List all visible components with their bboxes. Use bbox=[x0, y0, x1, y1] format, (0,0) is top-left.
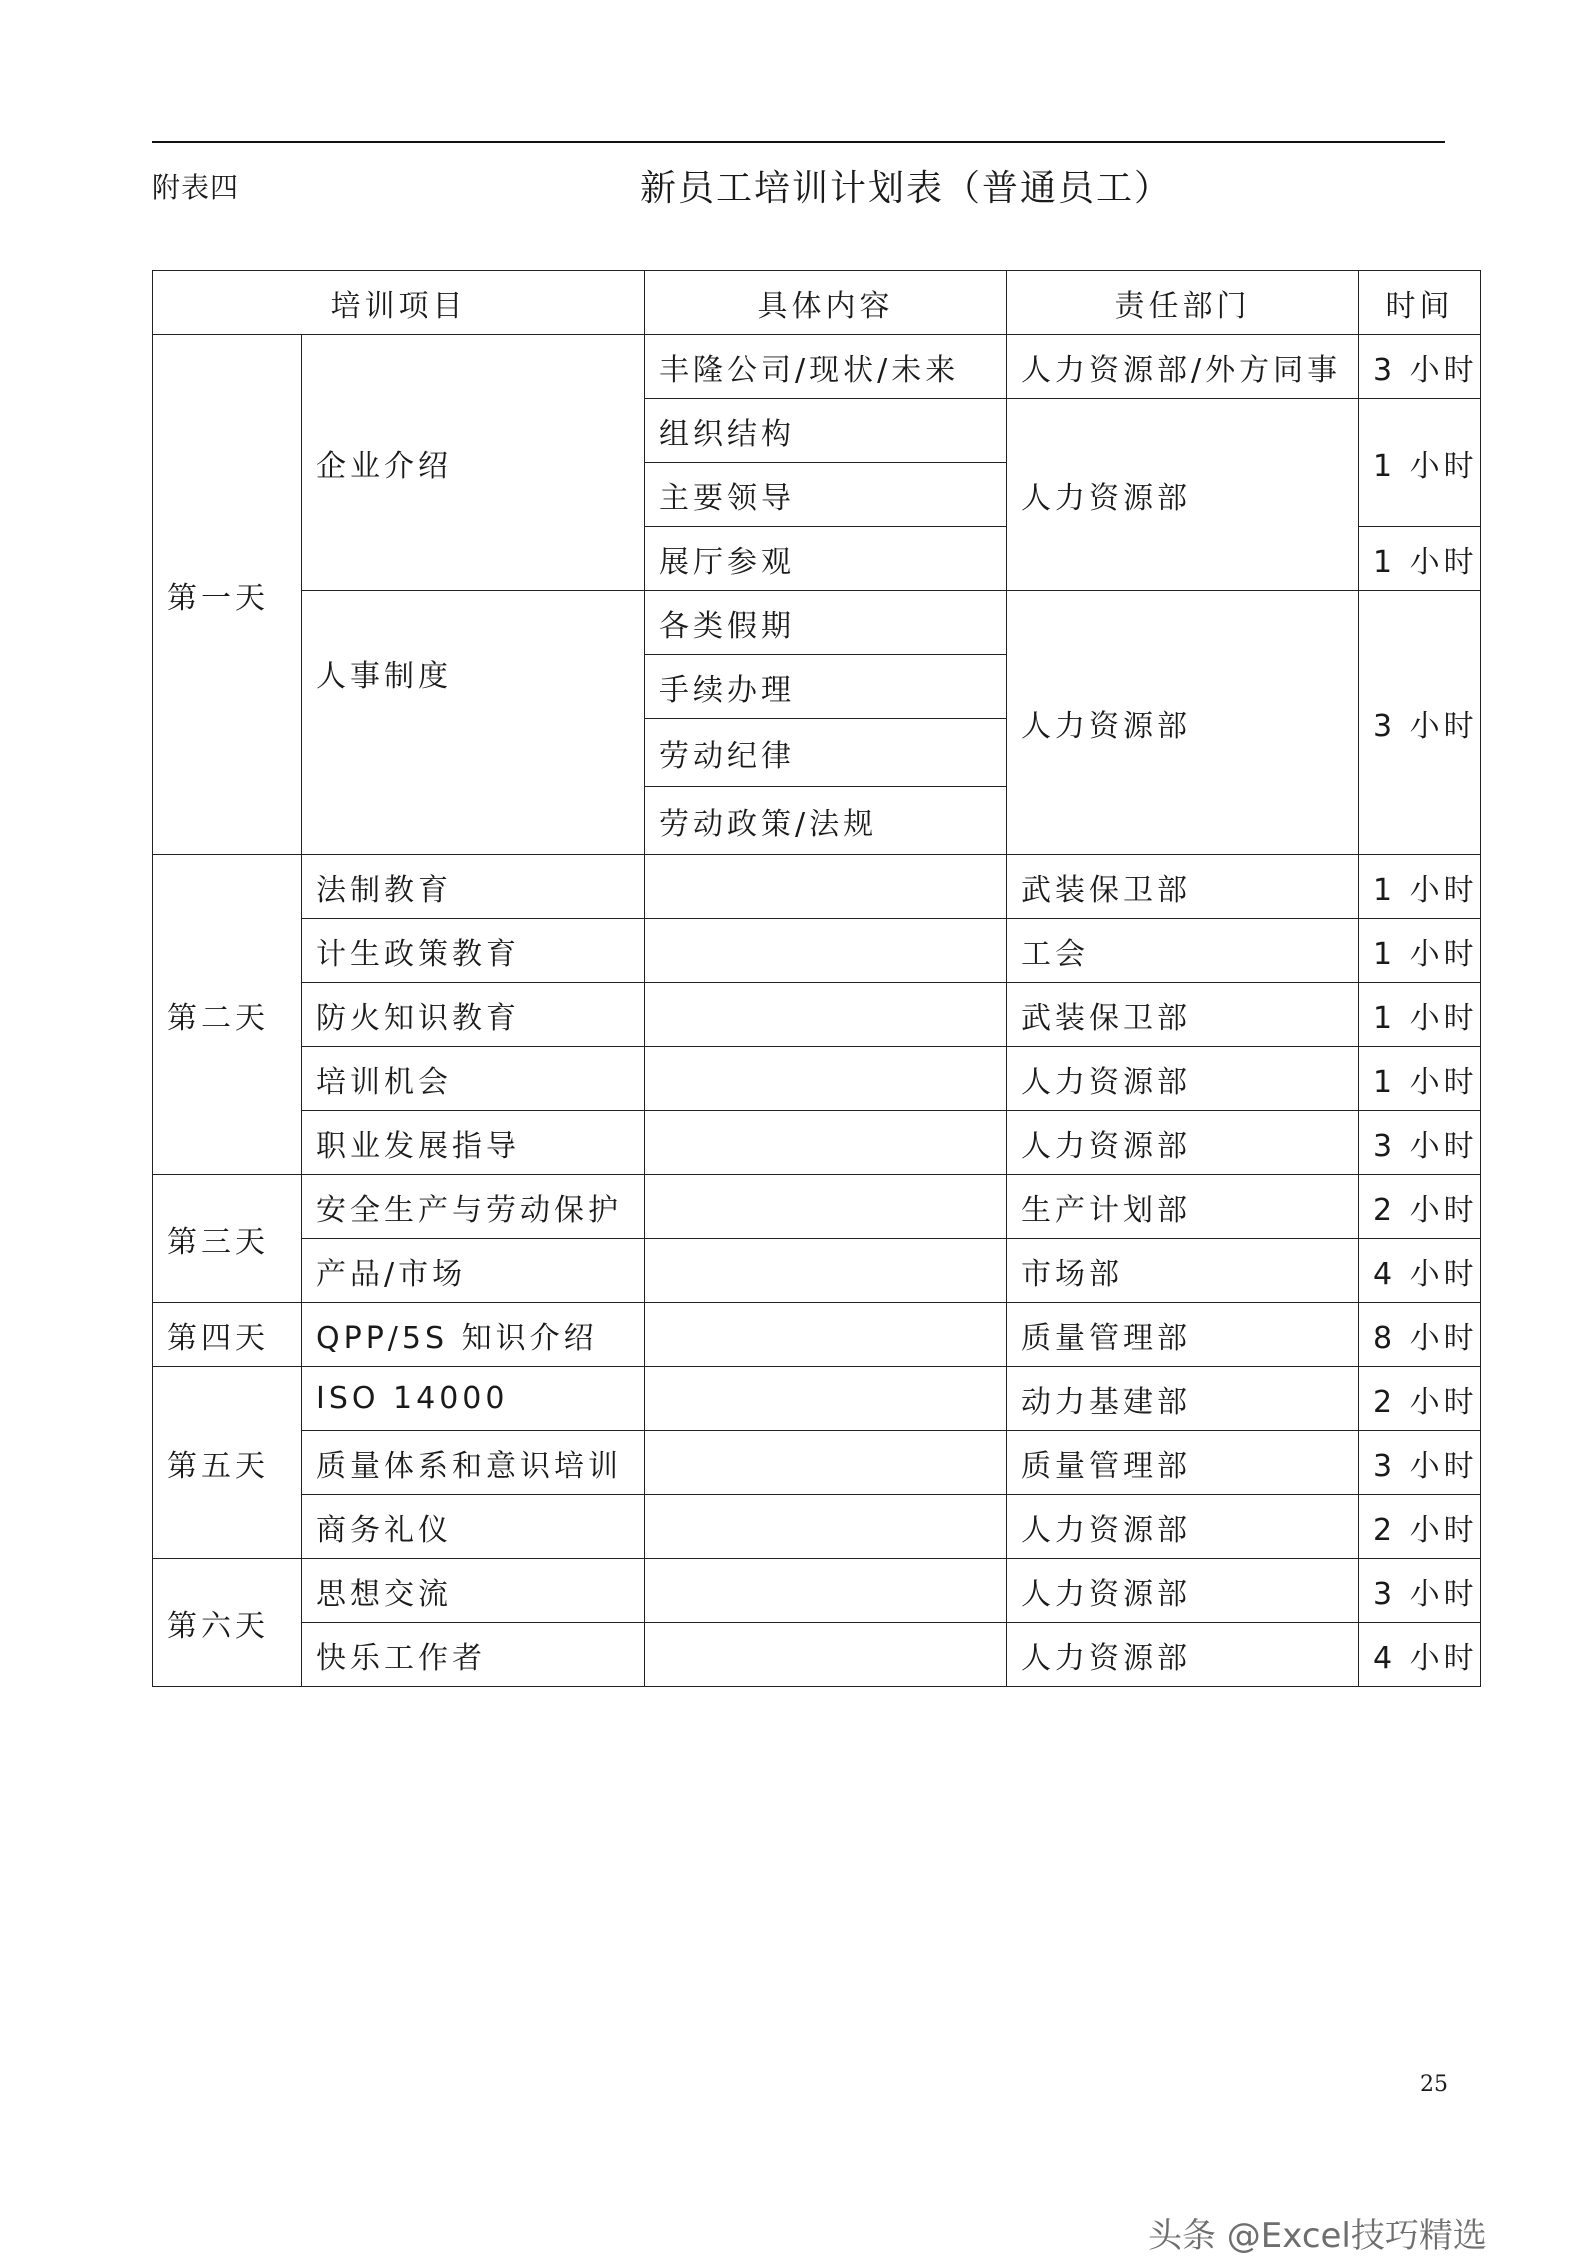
header-dept: 责任部门 bbox=[1007, 271, 1359, 335]
dept-cell: 人力资源部 bbox=[1007, 1111, 1359, 1175]
item-cell: 法制教育 bbox=[302, 855, 645, 919]
time-cell: 3 小时 bbox=[1359, 1559, 1481, 1623]
dept-cell: 动力基建部 bbox=[1007, 1367, 1359, 1431]
table-row bbox=[153, 1495, 1481, 1559]
training-plan-table bbox=[152, 270, 1481, 1687]
time-cell: 2 小时 bbox=[1359, 1367, 1481, 1431]
item-cell: ISO 14000 bbox=[302, 1367, 645, 1431]
item-cell: 商务礼仪 bbox=[302, 1495, 645, 1559]
time-cell: 3 小时 bbox=[1359, 1431, 1481, 1495]
table-row bbox=[153, 591, 1481, 655]
time-cell: 4 小时 bbox=[1359, 1239, 1481, 1303]
item-cell: 快乐工作者 bbox=[302, 1623, 645, 1687]
table-row bbox=[153, 983, 1481, 1047]
table-row bbox=[153, 1431, 1481, 1495]
header-rule bbox=[152, 141, 1445, 143]
content-cell bbox=[645, 1495, 1007, 1559]
content-cell bbox=[645, 1239, 1007, 1303]
time-cell: 2 小时 bbox=[1359, 1495, 1481, 1559]
content-cell: 丰隆公司/现状/未来 bbox=[645, 335, 1007, 399]
time-cell: 1 小时 bbox=[1359, 1047, 1481, 1111]
day-label: 第二天 bbox=[153, 855, 302, 1175]
item-cell: 计生政策教育 bbox=[302, 919, 645, 983]
header-content: 具体内容 bbox=[645, 271, 1007, 335]
item-cell: 产品/市场 bbox=[302, 1239, 645, 1303]
dept-cell: 人力资源部 bbox=[1007, 1623, 1359, 1687]
content-cell: 劳动政策/法规 bbox=[645, 787, 1007, 855]
table-row bbox=[153, 1303, 1481, 1367]
content-cell bbox=[645, 1559, 1007, 1623]
table-row bbox=[153, 1559, 1481, 1623]
time-cell: 1 小时 bbox=[1359, 919, 1481, 983]
content-cell: 主要领导 bbox=[645, 463, 1007, 527]
dept-cell: 人力资源部 bbox=[1007, 1495, 1359, 1559]
table-header-row bbox=[153, 271, 1481, 335]
dept-cell: 工会 bbox=[1007, 919, 1359, 983]
dept-cell: 人力资源部 bbox=[1007, 591, 1359, 855]
content-cell bbox=[645, 919, 1007, 983]
content-cell: 展厅参观 bbox=[645, 527, 1007, 591]
header-item: 培训项目 bbox=[153, 271, 645, 335]
table-row bbox=[153, 1623, 1481, 1687]
time-cell: 1 小时 bbox=[1359, 983, 1481, 1047]
watermark: 头条 @Excel技巧精选 bbox=[1148, 2216, 1487, 2256]
table-row bbox=[153, 1175, 1481, 1239]
item-cell: 培训机会 bbox=[302, 1047, 645, 1111]
table-row bbox=[153, 1111, 1481, 1175]
content-cell bbox=[645, 1111, 1007, 1175]
dept-cell: 人力资源部 bbox=[1007, 1559, 1359, 1623]
dept-cell: 质量管理部 bbox=[1007, 1303, 1359, 1367]
item-cell: 质量体系和意识培训 bbox=[302, 1431, 645, 1495]
dept-cell: 质量管理部 bbox=[1007, 1431, 1359, 1495]
dept-cell: 武装保卫部 bbox=[1007, 983, 1359, 1047]
time-cell: 4 小时 bbox=[1359, 1623, 1481, 1687]
dept-cell: 人力资源部 bbox=[1007, 399, 1359, 591]
day-label: 第五天 bbox=[153, 1367, 302, 1559]
time-cell: 3 小时 bbox=[1359, 591, 1481, 855]
time-cell: 1 小时 bbox=[1359, 527, 1481, 591]
table-row bbox=[153, 919, 1481, 983]
time-cell: 2 小时 bbox=[1359, 1175, 1481, 1239]
content-cell: 劳动纪律 bbox=[645, 719, 1007, 787]
content-cell: 组织结构 bbox=[645, 399, 1007, 463]
time-cell: 1 小时 bbox=[1359, 399, 1481, 527]
dept-cell: 市场部 bbox=[1007, 1239, 1359, 1303]
content-cell bbox=[645, 1303, 1007, 1367]
dept-cell: 生产计划部 bbox=[1007, 1175, 1359, 1239]
page-title: 新员工培训计划表（普通员工） bbox=[640, 168, 1173, 209]
content-cell bbox=[645, 855, 1007, 919]
time-cell: 3 小时 bbox=[1359, 1111, 1481, 1175]
item-cell: 防火知识教育 bbox=[302, 983, 645, 1047]
content-cell bbox=[645, 983, 1007, 1047]
content-cell bbox=[645, 1623, 1007, 1687]
day-label: 第一天 bbox=[153, 335, 302, 855]
item-cell: 职业发展指导 bbox=[302, 1111, 645, 1175]
item-cell: 安全生产与劳动保护 bbox=[302, 1175, 645, 1239]
header-time: 时间 bbox=[1359, 271, 1481, 335]
content-cell bbox=[645, 1367, 1007, 1431]
time-cell: 8 小时 bbox=[1359, 1303, 1481, 1367]
time-cell: 1 小时 bbox=[1359, 855, 1481, 919]
item-cell: 人事制度 bbox=[302, 591, 645, 855]
table-row bbox=[153, 855, 1481, 919]
page-number: 25 bbox=[1420, 2072, 1448, 2097]
content-cell bbox=[645, 1047, 1007, 1111]
table-row bbox=[153, 1239, 1481, 1303]
time-cell: 3 小时 bbox=[1359, 335, 1481, 399]
day-label: 第四天 bbox=[153, 1303, 302, 1367]
table-row bbox=[153, 1047, 1481, 1111]
content-cell: 各类假期 bbox=[645, 591, 1007, 655]
item-cell: QPP/5S 知识介绍 bbox=[302, 1303, 645, 1367]
item-cell: 思想交流 bbox=[302, 1559, 645, 1623]
dept-cell: 武装保卫部 bbox=[1007, 855, 1359, 919]
dept-cell: 人力资源部 bbox=[1007, 1047, 1359, 1111]
item-cell: 企业介绍 bbox=[302, 335, 645, 591]
day-label: 第三天 bbox=[153, 1175, 302, 1303]
content-cell bbox=[645, 1175, 1007, 1239]
table-row bbox=[153, 1367, 1481, 1431]
appendix-label: 附表四 bbox=[152, 171, 240, 204]
dept-cell: 人力资源部/外方同事 bbox=[1007, 335, 1359, 399]
content-cell bbox=[645, 1431, 1007, 1495]
day-label: 第六天 bbox=[153, 1559, 302, 1687]
content-cell: 手续办理 bbox=[645, 655, 1007, 719]
table-row bbox=[153, 335, 1481, 399]
